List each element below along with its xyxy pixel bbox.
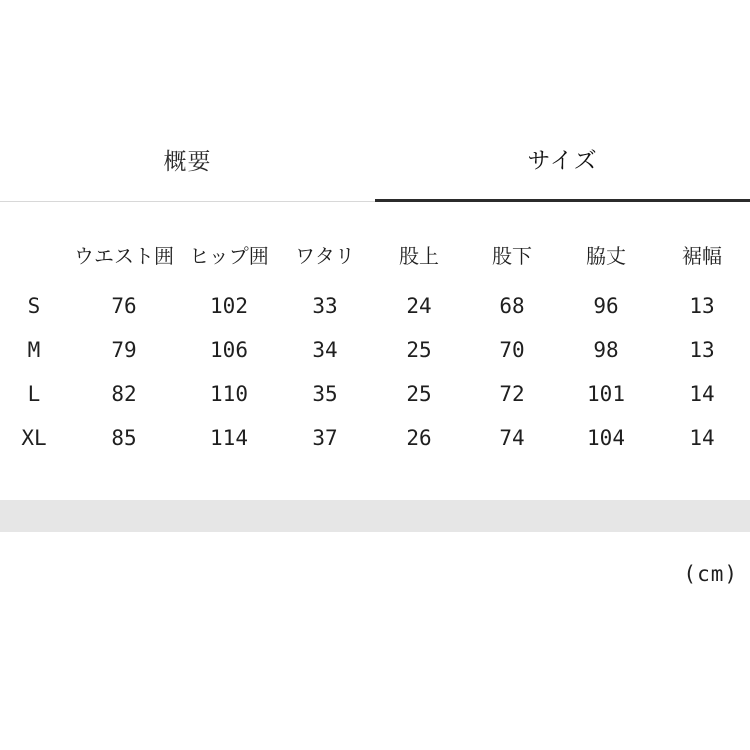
cell-outseam: 101	[587, 382, 625, 406]
column-header-hem-width: 裾幅	[682, 243, 722, 268]
column-header-inseam: 股下	[492, 243, 532, 268]
column-header-waist: ウエスト囲	[74, 243, 174, 268]
cell-hip: 110	[210, 382, 248, 406]
cell-inseam: 72	[499, 382, 525, 406]
column-header-outseam: 脇丈	[586, 243, 626, 268]
cell-outseam: 96	[593, 294, 619, 318]
cell-hem-width: 14	[689, 382, 715, 406]
size-table	[0, 228, 750, 460]
section-divider	[0, 500, 750, 532]
cell-hem-width: 13	[689, 294, 715, 318]
tab-bar	[0, 118, 750, 202]
cell-inseam: 70	[499, 338, 525, 362]
cell-rise: 25	[406, 382, 432, 406]
cell-inseam: 68	[499, 294, 525, 318]
cell-rise: 26	[406, 426, 432, 450]
cell-waist: 85	[111, 426, 137, 450]
cell-thigh: 34	[312, 338, 338, 362]
cell-outseam: 98	[593, 338, 619, 362]
cell-hem-width: 13	[689, 338, 715, 362]
tab-size[interactable]	[375, 118, 750, 202]
size-table-head	[0, 228, 750, 284]
row-header-size: S	[27, 294, 41, 318]
cell-hip: 102	[210, 294, 248, 318]
column-header-rise: 股上	[399, 243, 439, 268]
cell-thigh: 35	[312, 382, 338, 406]
cell-waist: 76	[111, 294, 137, 318]
table-row	[0, 416, 750, 460]
table-row	[0, 284, 750, 328]
cell-hem-width: 14	[689, 426, 715, 450]
cell-waist: 79	[111, 338, 137, 362]
table-row	[0, 328, 750, 372]
cell-inseam: 74	[499, 426, 525, 450]
cell-rise: 25	[406, 338, 432, 362]
tab-overview[interactable]	[0, 118, 375, 202]
cell-outseam: 104	[587, 426, 625, 450]
cell-rise: 24	[406, 294, 432, 318]
cell-hip: 114	[210, 426, 248, 450]
size-table-body	[0, 284, 750, 460]
table-corner-cell	[0, 228, 68, 284]
cell-thigh: 33	[312, 294, 338, 318]
tab-overview-label: 概要	[163, 149, 212, 175]
unit-note: (cm)	[683, 562, 738, 586]
row-header-size: M	[27, 338, 41, 362]
column-header-thigh: ワタリ	[295, 243, 355, 268]
table-header-row	[0, 228, 750, 284]
table-row	[0, 372, 750, 416]
column-header-hip: ヒップ囲	[189, 243, 269, 268]
cell-waist: 82	[111, 382, 137, 406]
tab-size-label: サイズ	[527, 148, 598, 174]
row-header-size: XL	[21, 426, 47, 450]
cell-hip: 106	[210, 338, 248, 362]
row-header-size: L	[27, 382, 41, 406]
cell-thigh: 37	[312, 426, 338, 450]
